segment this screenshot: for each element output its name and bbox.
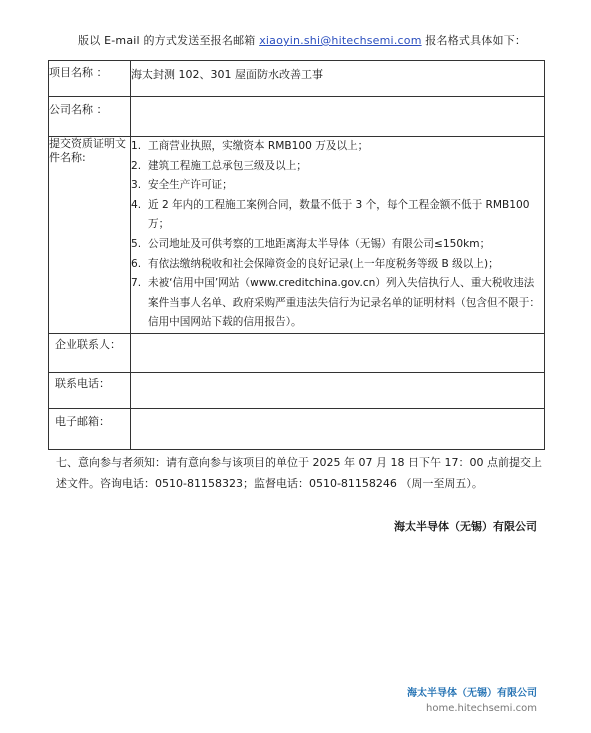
- phone-row: [49, 373, 545, 409]
- email-label: 电子邮箱：: [49, 409, 131, 450]
- documents-row: [49, 137, 545, 334]
- requirement-item: [131, 255, 544, 275]
- requirement-item: [131, 274, 544, 333]
- requirement-text: 建筑工程施工总承包三级及以上；: [148, 159, 307, 172]
- requirement-text: 未被‘信用中国’网站（www.creditchina.gov.cn）列入失信执行人、重大税收违法案件当事人名单、政府采购严重违法失信行为记录名单的证明材料（包含但不限于：信用中国网站下载的信用报告）。: [148, 277, 540, 329]
- requirements-list: [131, 137, 544, 333]
- requirement-text: 近 2 年内的工程施工案例合同，数量不低于 3 个，每个工程金额不低于 RMB100 万；: [148, 198, 530, 231]
- company-label: 公司名称 ：: [49, 97, 131, 137]
- requirement-number: 6.: [131, 257, 142, 270]
- requirement-item: [131, 235, 544, 255]
- intro-prefix: 版以 E-mail 的方式发送至报名邮箱: [78, 34, 260, 47]
- requirement-text: 工商营业执照，实缴资本 RMB100 万及以上；: [148, 140, 369, 152]
- signature: 海太半导体（无锡）有限公司: [394, 520, 537, 533]
- company-row: [49, 97, 545, 137]
- footer: [407, 684, 537, 714]
- project-label: 项目名称 ：: [49, 61, 131, 97]
- project-row: [49, 61, 545, 97]
- requirement-text: 有依法缴纳税收和社会保障资金的良好记录(上一年度税务等级 B 级以上)；: [148, 257, 499, 270]
- footer-url[interactable]: home.hitechsemi.com: [426, 703, 537, 714]
- requirement-item: [131, 196, 544, 235]
- registration-form-table: [48, 60, 545, 450]
- requirement-item: [131, 157, 544, 177]
- project-value: 海太封测 102、301 屋面防水改善工事: [131, 61, 545, 97]
- phone-label: 联系电话：: [49, 373, 131, 409]
- footer-company: 海太半导体（无锡）有限公司: [407, 688, 537, 699]
- requirement-number: 4.: [131, 198, 142, 211]
- contact-label: 企业联系人：: [49, 334, 131, 373]
- documents-label: 提交资质证明文件名称:: [49, 137, 131, 334]
- email-value-field[interactable]: [131, 409, 545, 450]
- email-row: [49, 409, 545, 450]
- requirement-text: 安全生产许可证；: [148, 179, 233, 192]
- requirement-number: 3.: [131, 179, 142, 192]
- requirement-number: 7.: [131, 277, 142, 290]
- phone-value-field[interactable]: [131, 373, 545, 409]
- requirement-number: 5.: [131, 237, 142, 250]
- intro-suffix: 报名格式具体如下：: [421, 34, 527, 47]
- requirement-number: 1.: [131, 140, 142, 152]
- requirement-item: [131, 176, 544, 196]
- intro-line: [78, 32, 526, 48]
- requirement-item: [131, 137, 544, 157]
- requirement-number: 2.: [131, 159, 142, 172]
- company-value-field[interactable]: [131, 97, 545, 137]
- contact-value-field[interactable]: [131, 334, 545, 373]
- requirement-text: 公司地址及可供考察的工地距离海太半导体（无锡）有限公司≤150km；: [148, 237, 491, 250]
- contact-row: [49, 334, 545, 373]
- notice-paragraph: 七、意向参与者须知：请有意向参与该项目的单位于 2025 年 07 月 18 日下午 17：00 点前提交上述文件。咨询电话：0510-81158323；监督电话：0510-81158246 （周一至周五）。: [56, 456, 542, 490]
- email-link[interactable]: xiaoyin.shi@hitechsemi.com: [259, 34, 422, 47]
- requirements-cell: [131, 137, 545, 334]
